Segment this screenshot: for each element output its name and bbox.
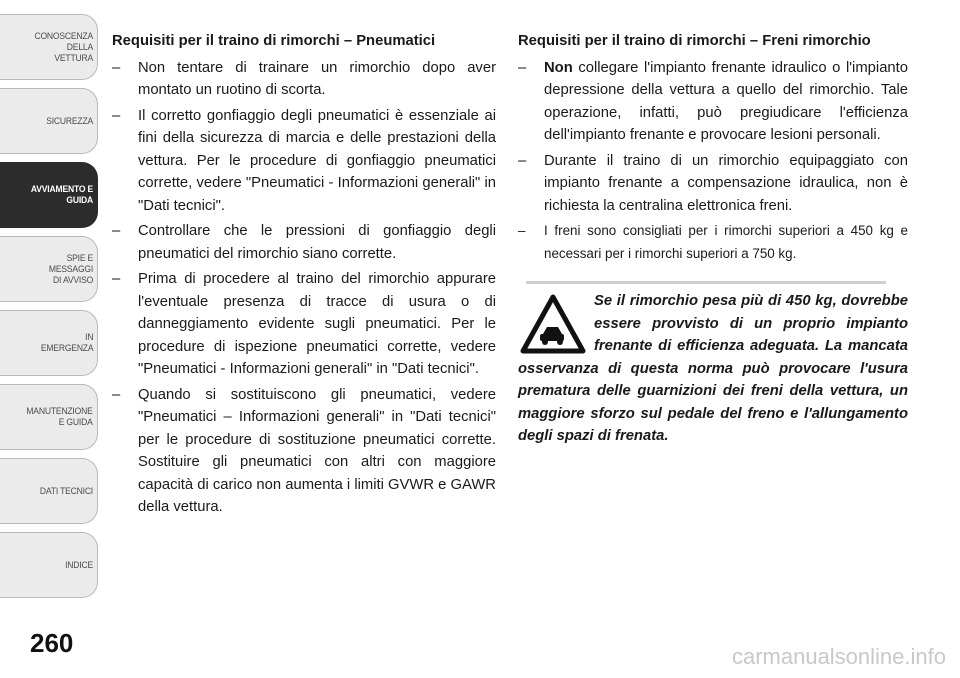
warning-triangle-icon <box>520 294 586 354</box>
tab-indice[interactable] <box>0 532 98 598</box>
tab-label: INDICE <box>65 559 93 571</box>
warning-text: Se il rimorchio pesa più di 450 kg, dovrebbe essere provvisto di un proprio impianto frenante di efficienza adeguata. La mancata osservanza di questa norma può provocare l'usura prematura delle guarnizioni dei freni della vettura, un maggiore sforzo sul pedale del freno e l'allungamento degli spazi di frenata. <box>518 293 908 444</box>
tab-label: CONOSCENZA DELLA VETTURA <box>34 30 93 64</box>
tab-conoscenza-della-vettura[interactable] <box>0 14 98 80</box>
item-text: Prima di procedere al traino del rimorchio appurare l'eventuale presenza di tracce di usura o di danneggiamento evidente sugli pneumatici. Per le procedure di ispezione pneumatici corrette, vedere "Pneumatici - Informazioni generali" in "Dati tecnici". <box>138 271 496 377</box>
tab-manutenzione[interactable] <box>0 384 98 450</box>
tab-avviamento-e-guida[interactable] <box>0 162 98 228</box>
list-item <box>112 57 496 102</box>
section-heading: Requisiti per il traino di rimorchi – Freni rimorchio <box>518 33 871 49</box>
list-item <box>518 220 908 265</box>
tab-spie-e-messaggi[interactable] <box>0 236 98 302</box>
section-sidebar <box>0 14 98 606</box>
list-item <box>112 268 496 381</box>
item-text: Il corretto gonfiaggio degli pneumatici è essenziale ai fini della sicurezza di marcia e delle prestazioni della vettura. Per le procedure di gonfiaggio pneumatici corrette, vedere "Pneumatici - Informazioni generali" in "Dati tecnici". <box>138 107 496 214</box>
section-heading: Requisiti per il traino di rimorchi – Pneumatici <box>112 33 436 49</box>
dash: – <box>112 107 121 124</box>
item-text: Quando si sostituiscono gli pneumatici, vedere "Pneumatici – Informazioni generali" in "Dati tecnici" per le procedure di sostituzione pneumatici corrette. Sostituire gli pneumatici con altri con maggiore capacità di carico non aumenta i limiti GVWR e GAWR della vettura. <box>138 386 496 515</box>
item-bold-text: Non <box>544 59 573 76</box>
tab-label: SICUREZZA <box>46 115 93 127</box>
right-column <box>518 30 908 448</box>
dash: – <box>112 223 121 239</box>
dash: – <box>112 271 121 287</box>
page-number: 260 <box>30 628 74 658</box>
tab-label: SPIE E MESSAGGI DI AVVISO <box>48 252 93 286</box>
tab-label: IN EMERGENZA <box>40 332 93 354</box>
dash: – <box>518 59 527 76</box>
dash: – <box>112 386 121 403</box>
item-text: Non tentare di trainare un rimorchio dopo aver montato un ruotino di scorta. <box>138 59 496 98</box>
tab-label: DATI TECNICI <box>39 485 93 497</box>
warning-box <box>518 281 908 448</box>
dash: – <box>518 223 526 238</box>
list-item <box>112 105 496 218</box>
list-item <box>518 150 908 218</box>
tab-sicurezza[interactable] <box>0 88 98 154</box>
tab-label: AVVIAMENTO E GUIDA <box>30 184 93 206</box>
watermark: carmanualsonline.info <box>731 644 946 669</box>
tab-label: MANUTENZIONE E GUIDA <box>26 406 93 428</box>
dash: – <box>112 59 121 76</box>
tab-in-emergenza[interactable] <box>0 310 98 376</box>
warning-rule <box>526 281 886 284</box>
list-item <box>518 57 908 147</box>
left-column <box>112 30 496 522</box>
item-text: I freni sono consigliati per i rimorchi superiori a 450 kg e necessari per i rimorchi superiori a 750 kg. <box>544 223 908 261</box>
list-item <box>112 384 496 519</box>
list-item <box>112 220 496 265</box>
item-text: Durante il traino di un rimorchio equipaggiato con impianto frenante a compensazione idraulica, non è richiesta la centralina elettronica freni. <box>544 152 908 214</box>
item-text: Controllare che le pressioni di gonfiaggio degli pneumatici del rimorchio siano corrette. <box>138 223 496 262</box>
tab-dati-tecnici[interactable] <box>0 458 98 524</box>
item-text: collegare l'impianto frenante idraulico o l'impianto depressione della vettura a quello del rimorchio. Tale operazione, infatti, può pregiudicare l'efficienza dell'impianto frenante e provocare lesioni personali. <box>544 59 908 143</box>
dash: – <box>518 152 527 169</box>
